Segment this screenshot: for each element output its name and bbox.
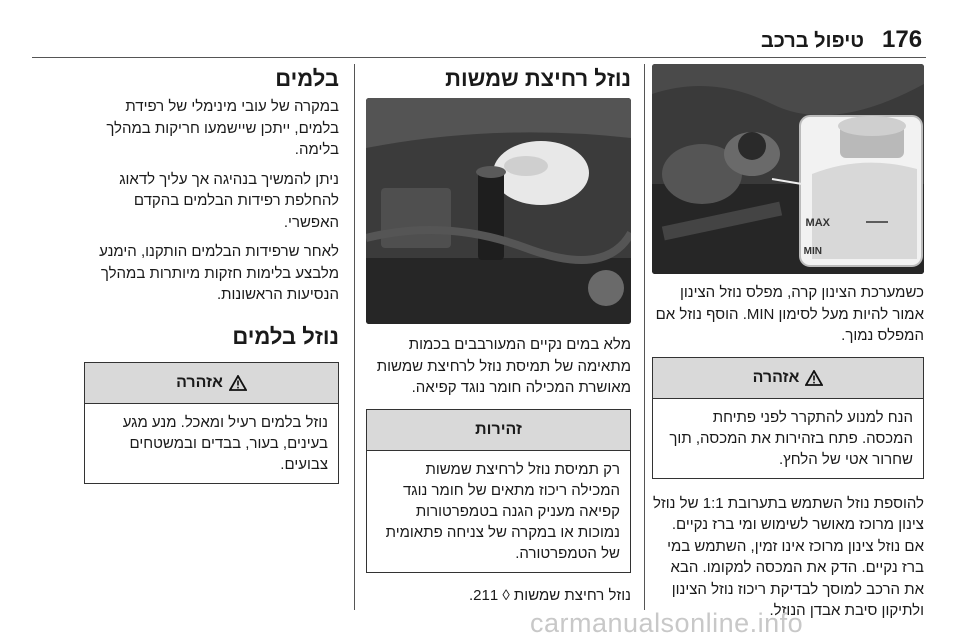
coolant-refill-text: להוספת נוזל השתמש בתערובת 1:1 של נוזל צינון מרוכז מאושר לשימוש ומי ברז נקיים. אם נוזל צינון מרוכז אינו זמין, השתמש במי ברז נקיים. הדק את המכסה למקומו. הבא את הרכב למוסך לבדיקת ריכוז נוזל הצינון ולתיקון סיבת אבדן הנוזל.	[652, 494, 924, 619]
washer-caution-header	[367, 410, 630, 451]
watermark: carmanualsonline.info	[530, 608, 804, 638]
max-mark-label: MAX	[805, 217, 830, 229]
washer-fluid-title: נוזל רחיצת שמשות	[445, 66, 631, 91]
warning-triangle-icon	[805, 370, 823, 386]
coolant-warning-box	[652, 357, 924, 479]
washer-caution-title: זהירות	[475, 420, 522, 438]
warning-triangle-icon	[229, 375, 247, 391]
brake-fluid-title: נוזל בלמים	[232, 323, 339, 349]
washer-fill-text: מלא במים נקיים המעורבבים בכמות מתאימה של תמיסת נוזל לרחיצת שמשות מאושרת המכילה חומר נוגד קפיאה.	[376, 336, 631, 396]
coolant-warning-text: הנח למנוע להתקרר לפני פתיחת המכסה. פתח בזהירות את המכסה, תוך שחרור אטי של הלחץ.	[669, 408, 913, 468]
washer-fluid-column	[366, 64, 631, 606]
brakes-continue-text: ניתן להמשיך בנהיגה אך עליך לדאוג להחלפת רפידות הבלמים בהקדם האפשרי.	[119, 170, 339, 231]
washer-reference: נוזל רחיצת שמשות ◊ 211.	[468, 586, 631, 604]
header-rule	[32, 57, 926, 58]
page-header	[0, 0, 960, 62]
washer-caution-box	[366, 409, 631, 573]
washer-caution-text: רק תמיסת נוזל לרחיצת שמשות המכילה ריכוז מתאים של חומר נוגד קפיאה מעניק הגנה בטמפרטורות נמוכות או במקרה של צניחה פתאומית של הטמפרטורה.	[385, 460, 620, 562]
brake-fluid-warning-title: אזהרה	[176, 373, 223, 391]
brakes-title: בלמים	[275, 66, 339, 91]
coolant-warning-header	[653, 358, 923, 399]
coolant-warning-title: אזהרה	[752, 368, 800, 386]
brake-fluid-warning-box	[84, 362, 339, 484]
coolant-column	[652, 64, 924, 622]
washer-reservoir-photo	[366, 98, 631, 324]
min-mark-label: MIN	[803, 246, 822, 257]
brakes-bedding-text: לאחר שרפידות הבלמים הותקנו, הימנע מלבצע בלימות חזקות מיותרות במהלך הנסיעות הראשונות.	[99, 243, 339, 303]
brake-fluid-warning-text: נוזל בלמים רעיל ומאכל. מנע מגע בעינים, בעור, בבדים ובמשטחים צבועים.	[122, 413, 328, 473]
brakes-column	[84, 64, 339, 484]
coolant-reservoir-photo	[652, 64, 924, 274]
page-number: 176	[882, 26, 923, 53]
section-title: טיפול ברכב	[760, 30, 864, 52]
brakes-pads-text: במקרה של עובי מינימלי של רפידת בלמים, ייתכן שיישמעו חריקות במהלך בלימה.	[106, 98, 339, 158]
column-divider-left	[354, 64, 355, 610]
coolant-level-text: כשמערכת הצינון קרה, מפלס נוזל הצינון אמור להיות מעל לסימון MIN. הוסף נוזל אם המפלס נמוך.	[655, 284, 924, 344]
brake-fluid-warning-header	[85, 363, 338, 404]
column-divider-right	[644, 64, 645, 610]
